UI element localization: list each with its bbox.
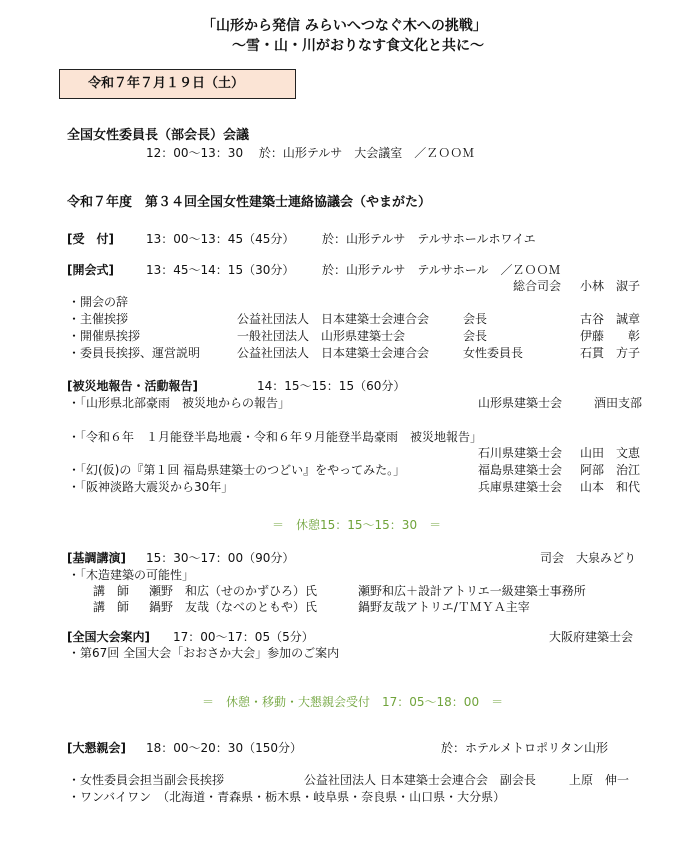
opening-time: 13：45～14：15（30分） — [146, 263, 295, 277]
speaker-name: 瀬野 和広（せのかずひろ）氏 — [149, 584, 318, 598]
report-org: 福島県建築士会 — [478, 463, 563, 477]
report-org: 兵庫県建築士会 — [478, 480, 563, 494]
reception-label: [受 付] — [67, 232, 114, 246]
keynote-label: [基調講演] — [67, 551, 126, 565]
opening-item-title: 会長 — [463, 312, 488, 326]
speaker-affiliation: 瀬野和広＋設計アトリエ一級建築士事務所 — [358, 584, 586, 598]
opening-item-name: 古谷 誠章 — [580, 312, 641, 326]
report-presenter: 山本 和代 — [580, 480, 641, 494]
break-notice: ＝ 休憩・移動・大懇親会受付 17：05～18：00 ＝ — [202, 695, 504, 709]
reception-place: 於：山形テルサ テルサホールホワイエ — [322, 232, 536, 246]
opening-item-org: 一般社団法人 山形県建築士会 — [237, 329, 406, 343]
disaster-report-label: [被災地報告・活動報告] — [67, 379, 198, 393]
reception-time: 13：00～13：45（45分） — [146, 232, 295, 246]
opening-label: [開会式] — [67, 263, 114, 277]
convention-guide-time: 17：00～17：05（5分） — [173, 630, 314, 644]
committee-meeting-heading: 全国女性委員長（部会長）会議 — [67, 128, 250, 143]
opening-item: ・開催県挨拶 — [68, 329, 141, 343]
keynote-time: 15：30～17：00（90分） — [146, 551, 295, 565]
speaker-role: 講 師 — [93, 600, 130, 614]
report-title: ・「阪神淡路大震災から30年」 — [68, 480, 234, 494]
break-notice: ＝ 休憩15：15～15：30 ＝ — [272, 518, 442, 532]
party-item-org: 公益社団法人 日本建築士会連合会 副会長 — [304, 773, 536, 787]
report-presenter: 山田 文恵 — [580, 446, 641, 460]
title-line-2: ～雪・山・川がおりなす食文化と共に～ — [232, 38, 484, 54]
opening-item-org: 公益社団法人 日本建築士会連合会 — [237, 346, 430, 360]
opening-mc-role: 総合司会 — [513, 279, 562, 293]
report-org: 石川県建築士会 — [478, 446, 563, 460]
committee-meeting-time-place: 12：00～13：30 於：山形テルサ 大会議室 ／ＺＯＯＭ — [146, 146, 475, 160]
convention-guide-org: 大阪府建築士会 — [549, 630, 634, 644]
event-date: 令和７年７月１９日（土） — [88, 76, 245, 91]
party-item-name: 上原 伸一 — [569, 773, 630, 787]
convention-guide-label: [全国大会案内] — [67, 630, 150, 644]
report-presenter: 阿部 治江 — [580, 463, 641, 477]
report-title: ・「山形県北部豪雨 被災地からの報告」 — [68, 396, 291, 410]
disaster-report-time: 14：15～15：15（60分） — [257, 379, 406, 393]
keynote-topic: ・「木造建築の可能性」 — [68, 568, 195, 582]
conference-heading: 令和７年度 第３４回全国女性建築士連絡協議会（やまがた） — [67, 195, 432, 210]
report-presenter: 酒田支部 — [594, 396, 643, 410]
party-item: ・女性委員会担当副会長挨拶 — [68, 773, 225, 787]
reception-party-time: 18：00～20：30（150分） — [146, 741, 302, 755]
title-line-1: 「山形から発信 みらいへつなぐ木への挑戦」 — [202, 18, 487, 34]
opening-item-title: 会長 — [463, 329, 488, 343]
convention-guide-item: ・第67回 全国大会「おおさか大会」参加のご案内 — [68, 646, 340, 660]
opening-item-org: 公益社団法人 日本建築士会連合会 — [237, 312, 430, 326]
report-org: 山形県建築士会 — [478, 396, 563, 410]
opening-item-name: 伊藤 彰 — [580, 329, 641, 343]
speaker-role: 講 師 — [93, 584, 130, 598]
opening-place: 於：山形テルサ テルサホール ／ＺＯＯＭ — [322, 263, 561, 277]
report-title: ・「令和６年 １月能登半島地震・令和６年９月能登半島豪雨 被災地報告」 — [68, 430, 483, 444]
report-title: ・「幻(仮)の『第１回 福島県建築士のつどい』をやってみた。」 — [68, 463, 406, 477]
opening-item-name: 石貫 方子 — [580, 346, 641, 360]
keynote-mc: 司会 大泉みどり — [540, 551, 637, 565]
reception-party-label: [大懇親会] — [67, 741, 126, 755]
speaker-name: 鍋野 友哉（なべのともや）氏 — [149, 600, 318, 614]
speaker-affiliation: 鍋野友哉アトリエ/ＴＭＹＡ主宰 — [358, 600, 530, 614]
reception-party-place: 於：ホテルメトロポリタン山形 — [441, 741, 609, 755]
opening-item: ・開会の辞 — [68, 295, 129, 309]
opening-item: ・委員長挨拶、運営説明 — [68, 346, 201, 360]
party-item: ・ワンバイワン （北海道・青森県・栃木県・岐阜県・奈良県・山口県・大分県） — [68, 790, 506, 804]
opening-item: ・主催挨拶 — [68, 312, 129, 326]
opening-mc-name: 小林 淑子 — [580, 279, 641, 293]
opening-item-title: 女性委員長 — [463, 346, 524, 360]
